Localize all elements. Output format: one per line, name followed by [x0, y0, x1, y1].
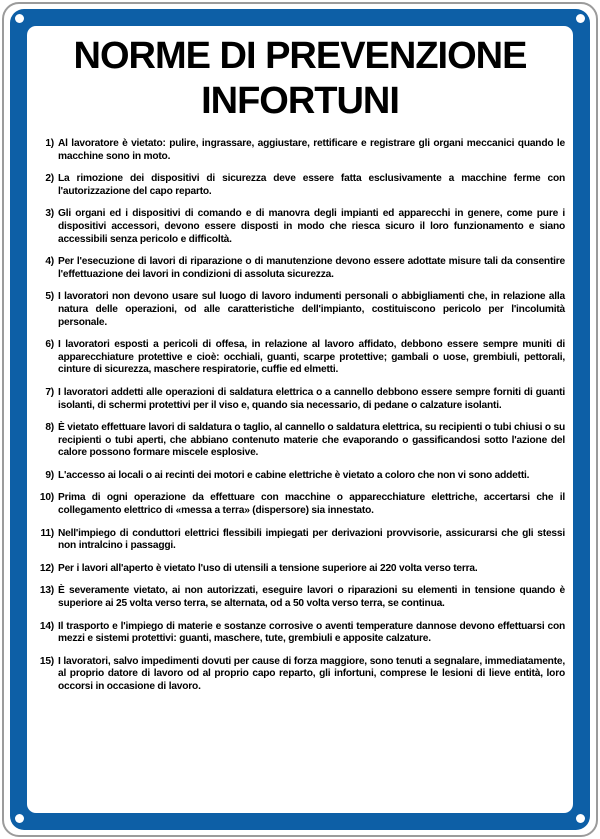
rule-number: 11) [40, 527, 54, 539]
rule-text: I lavoratori addetti alle operazioni di saldatura elettrica o a cannello debbono essere sempre forniti di guanti isolanti, di schermi protettivi per il viso e, quando sia necessario, di pedane o calzature isolanti. [58, 386, 565, 411]
rule-text: Prima di ogni operazione da effettuare con macchine o apparecchiature elettriche, accertarsi che il collegamento elettrico di «messa a terra» (dispersore) sia innestato. [58, 492, 565, 517]
rule-text: È severamente vietato, ai non autorizzati, eseguire lavori o riparazioni su elementi in tensione quando è superiore ai 25 volta verso terra, se alternata, od a 50 volta verso terra, se continua. [58, 585, 565, 610]
rule-item [30, 339, 565, 377]
rule-item [30, 291, 565, 329]
rule-number: 8) [45, 422, 54, 434]
rule-text: Per i lavori all'aperto è vietato l'uso di utensili a tensione superiore ai 220 volta verso terra. [58, 562, 478, 574]
rule-item [30, 585, 565, 610]
rule-text: I lavoratori non devono usare sul luogo di lavoro indumenti personali o abbigliamenti che, in relazione alla natura delle operazioni, od alle caratteristiche dell'impianto, costituiscono pericolo per l'incolumità personale. [58, 291, 565, 328]
rule-item [30, 387, 565, 412]
rule-number: 4) [45, 256, 54, 268]
rule-item [30, 470, 565, 483]
sign-panel [27, 26, 573, 813]
rule-text: Per l'esecuzione di lavori di riparazione o di manutenzione devono essere adottate misure tali da consentire l'effettuazione dei lavori in condizioni di assoluta sicurezza. [58, 256, 565, 280]
rule-number: 3) [45, 208, 54, 220]
rule-number: 10) [39, 492, 54, 504]
rule-number: 6) [45, 339, 54, 351]
rule-number: 15) [39, 655, 54, 667]
rule-item [30, 621, 565, 646]
rule-number: 12) [39, 562, 54, 574]
rule-number: 2) [45, 173, 54, 185]
rule-text: Al lavoratore è vietato: pulire, ingrassare, aggiustare, rettificare e registrare gli organi meccanici quando le macchine sono in moto. [58, 138, 565, 162]
rule-number: 14) [39, 620, 54, 632]
rule-number: 1) [45, 138, 54, 149]
rule-number: 9) [45, 469, 54, 481]
rule-text: Il trasporto e l'impiego di materie e sostanze corrosive o aventi temperature dannose devono effettuarsi con mezzi e sistemi protettivi: guanti, maschere, tute, grembiuli e apposite calzature. [58, 620, 565, 645]
rule-number: 13) [39, 585, 54, 597]
rule-text: Gli organi ed i dispositivi di comando e di manovra degli impianti ed apparecchi in genere, come pure i dispositivi accessori, devono essere disposti in modo che riesca sicuro il loro funzionamento e siano accessibili senza pericolo e difficoltà. [58, 208, 565, 245]
sign-title-line-2: INFORTUNI [201, 80, 399, 122]
rule-item [30, 208, 565, 246]
rule-number: 7) [45, 386, 54, 398]
rule-item [30, 492, 565, 517]
screw-hole-bottom-left-icon [15, 814, 24, 823]
rule-item [30, 173, 565, 198]
rule-item [30, 422, 565, 460]
rule-item [30, 256, 565, 281]
rule-text: È vietato effettuare lavori di saldatura o taglio, al cannello o saldatura elettrica, su recipienti o tubi chiusi o su recipienti o tubi aperti, che abbiano contenuto materie che evaporando o gassificandosi sotto l'azione del calore possono formare miscele esplosive. [58, 422, 565, 459]
rule-text: L'accesso ai locali o ai recinti dei motori e cabine elettriche è vietato a coloro che non vi sono addetti. [58, 469, 530, 481]
rule-item [30, 528, 565, 553]
rule-item [30, 656, 565, 694]
rule-text: I lavoratori esposti a pericoli di offesa, in relazione al lavoro affidato, debbono essere sempre muniti di apparecchiature protettive e cioè: occhiali, guanti, scarpe protettive; gambali o uose, grembiuli, pettorali, cinture di sicurezza, maschere respiratorie, cuffie ed elmetti. [58, 339, 565, 376]
rule-text: Nell'impiego di conduttori elettrici flessibili impiegati per derivazioni provvisorie, assicurarsi che gli stessi non intralcino i passaggi. [58, 527, 565, 552]
screw-hole-bottom-right-icon [576, 814, 585, 823]
rules-list [30, 138, 565, 694]
rule-text: I lavoratori, salvo impedimenti dovuti per cause di forza maggiore, sono tenuti a segnalare, immediatamente, al proprio datore di lavoro od al proprio capo reparto, gli infortuni, comprese le lesioni di lieve entità, loro occorsi in occasione di lavoro. [58, 655, 565, 692]
rule-text: La rimozione dei dispositivi di sicurezza deve essere fatta esclusivamente a macchine ferme con l'autorizzazione del capo reparto. [58, 173, 565, 197]
rule-number: 5) [45, 291, 54, 303]
sign-title-line-1: NORME DI PREVENZIONE [73, 35, 527, 77]
rule-item [30, 563, 565, 576]
rule-item [30, 138, 565, 163]
screw-hole-top-right-icon [576, 14, 585, 23]
sign-title [27, 34, 573, 124]
screw-hole-top-left-icon [15, 14, 24, 23]
